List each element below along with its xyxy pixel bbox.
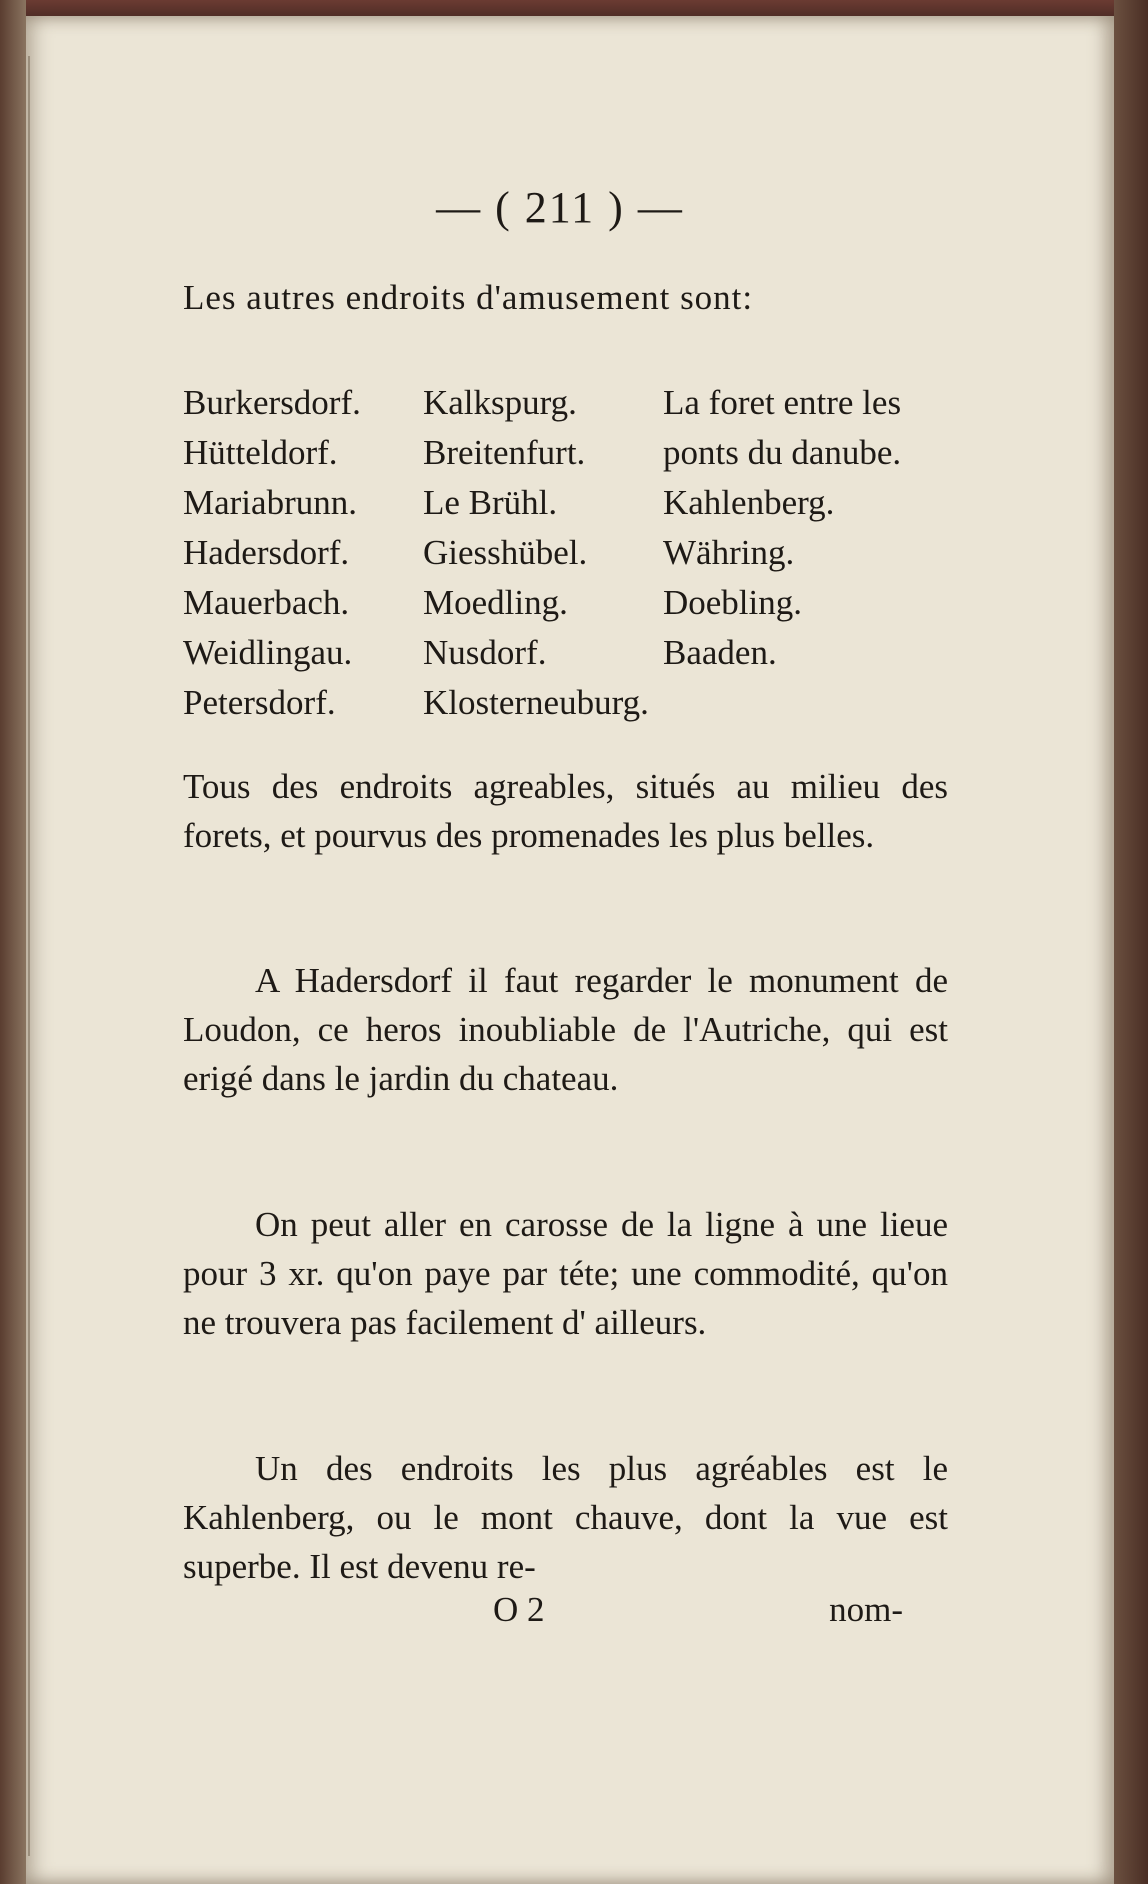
place-name: Giesshübel. [423,533,588,572]
page-footer [183,1590,948,1640]
place-name: Petersdorf. [183,683,336,722]
place-name [663,678,963,728]
gutter-line [28,56,30,1856]
place-name: La foret entre les [663,383,902,422]
paragraph-text: On peut aller en carosse de la ligne à une lieue pour 3 xr. qu'on paye par téte; une commodité, qu'on ne trouvera pas facilement d' ailleurs. [183,1205,948,1342]
place-name: Le Brühl. [423,483,558,522]
place-name: Hadersdorf. [183,533,350,572]
place-row [183,528,963,578]
place-name: Mauerbach. [183,583,350,622]
place-row [183,478,963,528]
place-name: ponts du danube. [663,433,902,472]
paragraph-text: A Hadersdorf il faut regarder le monument de Loudon, ce heros inoubliable de l'Autriche, qui est erigé dans le jardin du chateau. [183,961,948,1098]
paragraph-text: Tous des endroits agreables, situés au milieu des forets, et pourvus des promenades les plus belles. [183,767,948,855]
place-row [183,578,963,628]
paragraph [183,762,948,860]
place-row [183,678,963,728]
paragraph [183,1200,948,1347]
place-name: Kalkspurg. [423,383,577,422]
places-list [183,378,963,728]
place-name: Burkersdorf. [183,383,361,422]
catchword: nom- [829,1590,903,1629]
book-binding-left [0,0,26,1884]
place-name: Weidlingau. [183,633,353,672]
page-number: — ( 211 ) — [436,183,684,232]
place-name: Klosterneuburg. [423,683,649,722]
place-name: Mariabrunn. [183,483,357,522]
section-heading: Les autres endroits d'amusement sont: [183,278,754,317]
place-name: Kahlenberg. [663,483,835,522]
book-binding-right [1114,0,1148,1884]
paragraph [183,956,948,1103]
place-name: Baaden. [663,633,777,672]
place-name: Währing. [663,533,795,572]
place-name: Hütteldorf. [183,433,338,472]
place-row [183,428,963,478]
place-name: Doebling. [663,583,803,622]
place-name: Moedling. [423,583,568,622]
signature-mark: O 2 [493,1590,545,1629]
place-row [183,628,963,678]
paragraph [183,1444,948,1591]
place-name: Nusdorf. [423,633,547,672]
place-row [183,378,963,428]
place-name: Breitenfurt. [423,433,586,472]
paragraph-text: Un des endroits les plus agréables est le Kahlenberg, ou le mont chauve, dont la vue est superbe. Il est devenu re- [183,1449,948,1586]
